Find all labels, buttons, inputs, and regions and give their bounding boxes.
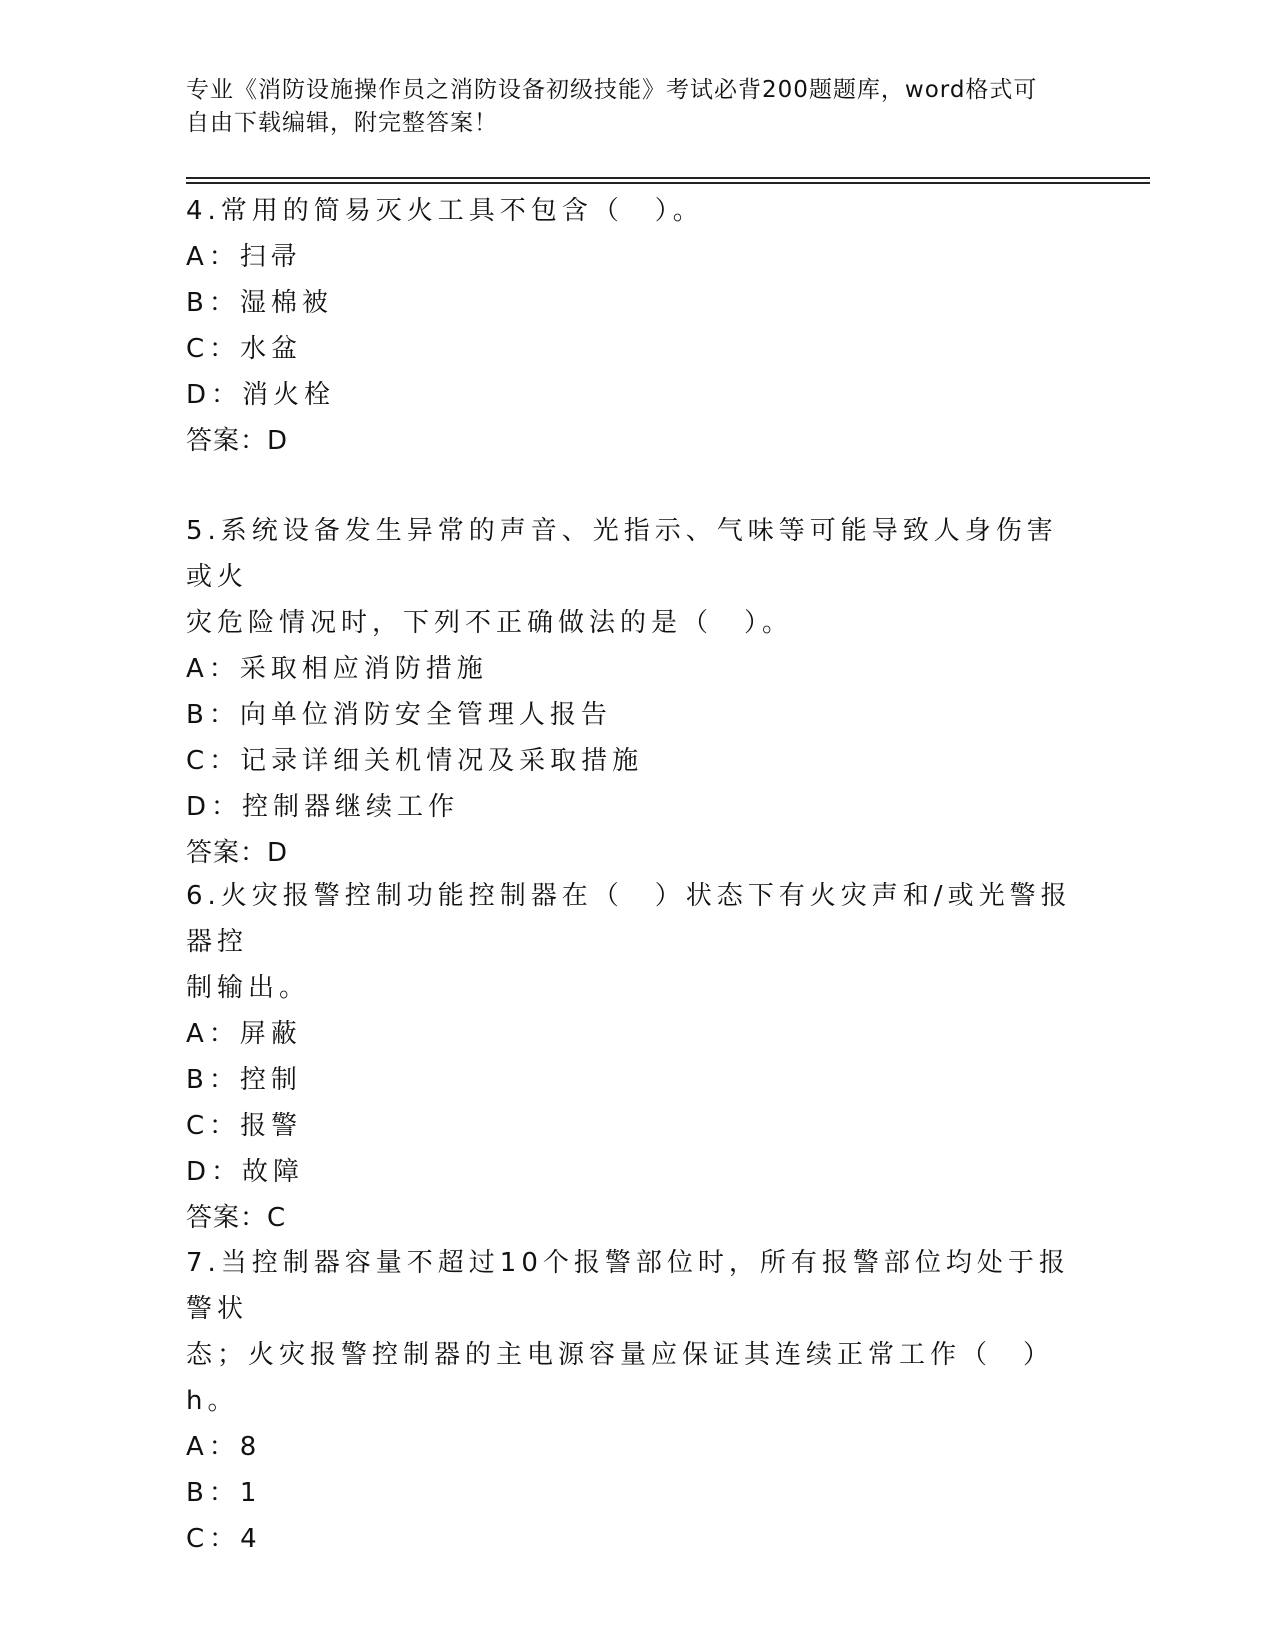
option-key: B： [186,700,240,730]
option-c [186,738,1086,784]
question-5 [186,508,1086,876]
option-key: B： [186,1065,240,1095]
header-divider-top [186,177,1150,179]
option-text: 控制器继续工作 [242,792,460,822]
option-key: D： [186,1157,243,1187]
header-divider-bottom [186,182,1150,184]
option-key: A： [186,654,240,684]
option-text: 消火栓 [242,380,336,410]
option-d [186,372,1086,418]
option-key: C： [186,746,241,776]
option-key: B： [186,1478,240,1508]
question-4 [186,188,1086,464]
header-line-2: 自由下载编辑，附完整答案！ [186,110,498,136]
option-b [186,1470,1086,1516]
question-stem-line-1: 6.火灾报警控制功能控制器在（ ）状态下有火灾声和/或光警报器控 [186,881,1072,957]
option-key: A： [186,242,240,272]
option-key: B： [186,288,240,318]
option-b [186,280,1086,326]
option-text: 湿棉被 [239,288,333,318]
question-stem-line-2: 灾危险情况时，下列不正确做法的是（ ）。 [186,608,794,638]
option-d [186,1149,1086,1195]
option-text: 记录详细关机情况及采取措施 [240,746,644,776]
option-key: C： [186,1111,241,1141]
option-text: 屏蔽 [239,1019,302,1049]
question-6 [186,873,1086,1241]
option-text: 扫帚 [239,242,302,272]
question-stem-line-2: 态；火灾报警控制器的主电源容量应保证其连续正常工作（ ）h。 [186,1340,1055,1416]
option-a [186,646,1086,692]
option-text: 控制 [239,1065,302,1095]
option-b [186,1057,1086,1103]
option-d [186,784,1086,830]
option-text: 报警 [240,1111,303,1141]
option-c [186,1103,1086,1149]
question-stem-line-2: 制输出。 [186,973,311,1003]
option-c [186,1516,1086,1562]
question-stem-line-1: 5.系统设备发生异常的声音、光指示、气味等可能导致人身伤害或火 [186,516,1058,592]
header-line-1: 专业《消防设施操作员之消防设备初级技能》考试必背200题题库，word格式可 [186,77,1038,103]
option-a [186,1424,1086,1470]
option-a [186,234,1086,280]
option-text: 采取相应消防措施 [239,654,488,684]
option-key: C： [186,334,241,364]
option-text: 向单位消防安全管理人报告 [239,700,612,730]
option-c [186,326,1086,372]
option-key: D： [186,792,243,822]
option-text: 故障 [242,1157,305,1187]
question-stem: 4.常用的简易灭火工具不包含（ ）。 [186,196,704,226]
answer: 答案：C [186,1203,287,1233]
question-7 [186,1240,1086,1562]
option-text: 8 [239,1432,262,1462]
option-a [186,1011,1086,1057]
answer: 答案：D [186,426,289,456]
question-stem-line-1: 7.当控制器容量不超过10个报警部位时，所有报警部位均处于报警状 [186,1248,1070,1324]
option-text: 4 [240,1524,262,1554]
option-key: D： [186,380,243,410]
option-b [186,692,1086,738]
option-key: A： [186,1019,240,1049]
option-text: 水盆 [240,334,303,364]
option-key: C： [186,1524,241,1554]
document-header [186,74,1066,140]
option-key: A： [186,1432,240,1462]
option-text: 1 [239,1478,262,1508]
answer: 答案：D [186,838,289,868]
